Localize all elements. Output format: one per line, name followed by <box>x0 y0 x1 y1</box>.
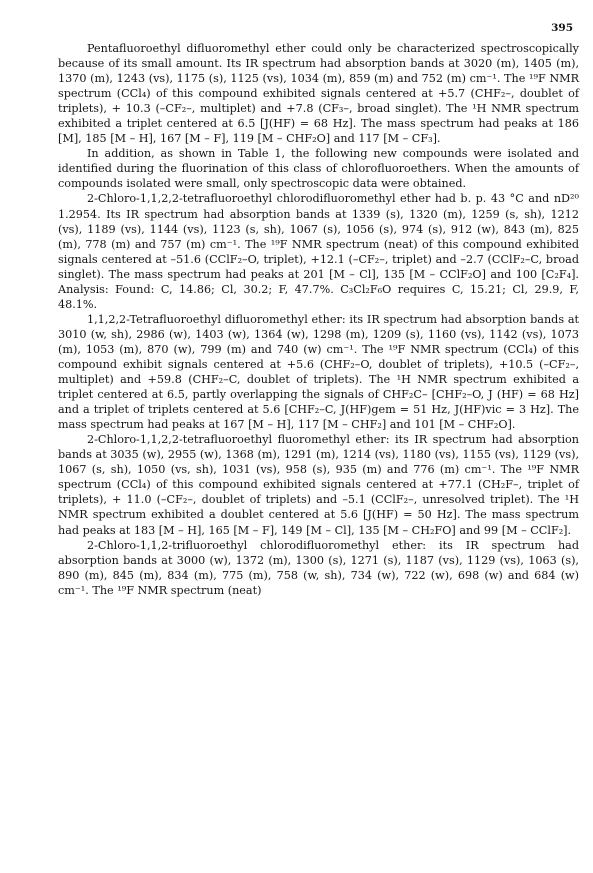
paragraph-chloro-trifluoroethyl-chlorodifluoromethyl-ether: 2-Chloro-1,1,2-trifluoroethyl chlorodifluoromethyl ether: its IR spectrum had absorption bands at 3000 (w), 1372 (m), 1300 (s), 1271 (s), 1187 (vs), 1129 (vs), 1063 (s), 890 (m), 845 (m), 834 (m), 775 (m), 758 (w, sh), 734 (w), 722 (w), 698 (w) and 684 (w) cm⁻¹. The ¹⁹F NMR spectrum (neat) <box>58 538 579 597</box>
paragraph-new-compounds-intro: In addition, as shown in Table 1, the following new compounds were isolated and identified during the fluorination of this class of chlorofluoroethers. When the amounts of compounds isolated were small, only spectroscopic data were obtained. <box>58 147 579 191</box>
page-number: 395 <box>551 22 573 34</box>
paragraph-chloro-tetrafluoroethyl-chlorodifluoromethyl-ether: 2-Chloro-1,1,2,2-tetrafluoroethyl chlorodifluoromethyl ether had b. p. 43 °C and nD²⁰ 1.2954. Its IR spectrum had absorption bands at 1339 (s), 1320 (m), 1259 (s, sh), 1212 (vs), 1189 (vs), 1144 (vs), 1123 (s, sh), 1067 (s), 1056 (s), 974 (s), 912 (w), 843 (m), 825 (m), 778 (m) and 757 (m) cm⁻¹. The ¹⁹F NMR spectrum (neat) of this compound exhibited signals centered at –51.6 (CClF₂–O, triplet), +12.1 (–CF₂–, triplet) and –2.7 (CClF₂–C, broad singlet). The mass spectrum had peaks at 201 [M – Cl], 135 [M – CClF₂O] and 100 [C₂F₄]. Analysis: Found: C, 14.86; Cl, 30.2; F, 47.7%. C₃Cl₂F₆O requires C, 15.21; Cl, 29.9, F, 48.1%. <box>58 192 579 311</box>
paragraph-tetrafluoroethyl-difluoromethyl-ether: 1,1,2,2-Tetrafluoroethyl difluoromethyl ether: its IR spectrum had absorption bands at 3010 (w, sh), 2986 (w), 1403 (w), 1364 (w), 1298 (m), 1209 (s), 1160 (vs), 1142 (vs), 1073 (m), 1053 (m), 870 (w), 799 (m) and 740 (w) cm⁻¹. The ¹⁹F NMR spectrum (CCl₄) of this compound exhibit signals centered at +5.6 (CHF₂–O, doublet of triplets), +10.5 (–CF₂–, multiplet) and +59.8 (CHF₂–C, doublet of triplets). The ¹H NMR spectrum exhibited a triplet centered at 6.5, partly overlapping the signals of CHF₂C– [CHF₂–O, J (HF) = 68 Hz] and a triplet of triplets centered at 5.6 [CHF₂–C, J(HF)gem = 51 Hz, J(HF)vic = 3 Hz]. The mass spectrum had peaks at 167 [M – H], 117 [M – CHF₂] and 101 [M – CHF₂O]. <box>58 312 579 432</box>
body-text <box>58 41 579 598</box>
paragraph-chloro-tetrafluoroethyl-fluoromethyl-ether: 2-Chloro-1,1,2,2-tetrafluoroethyl fluoromethyl ether: its IR spectrum had absorption bands at 3035 (w), 2955 (w), 1368 (m), 1291 (m), 1214 (vs), 1180 (vs), 1155 (vs), 1129 (vs), 1067 (s, sh), 1050 (vs, sh), 1031 (vs), 958 (s), 935 (m) and 776 (m) cm⁻¹. The ¹⁹F NMR spectrum (CCl₄) of this compound exhibited signals centered at +77.1 (CH₂F–, triplet of triplets), + 11.0 (–CF₂–, doublet of triplets) and –5.1 (CClF₂–, unresolved triplet). The ¹H NMR spectrum exhibited a doublet centered at 5.6 [J(HF) = 50 Hz]. The mass spectrum had peaks at 183 [M – H], 165 [M – F], 149 [M – Cl], 135 [M – CH₂FO] and 99 [M – CClF₂]. <box>58 433 579 537</box>
paragraph-pentafluoroethyl-ether: Pentafluoroethyl difluoromethyl ether could only be characterized spectroscopically because of its small amount. Its IR spectrum had absorption bands at 3020 (m), 1405 (m), 1370 (m), 1243 (vs), 1175 (s), 1125 (vs), 1034 (m), 859 (m) and 752 (m) cm⁻¹. The ¹⁹F NMR spectrum (CCl₄) of this compound exhibited signals centered at +5.7 (CHF₂–, doublet of triplets), + 10.3 (–CF₂–, multiplet) and +7.8 (CF₃–, broad singlet). The ¹H NMR spectrum exhibited a triplet centered at 6.5 [J(HF) = 68 Hz]. The mass spectrum had peaks at 186 [M], 185 [M – H], 167 [M – F], 119 [M – CHF₂O] and 117 [M – CF₃]. <box>58 42 579 146</box>
